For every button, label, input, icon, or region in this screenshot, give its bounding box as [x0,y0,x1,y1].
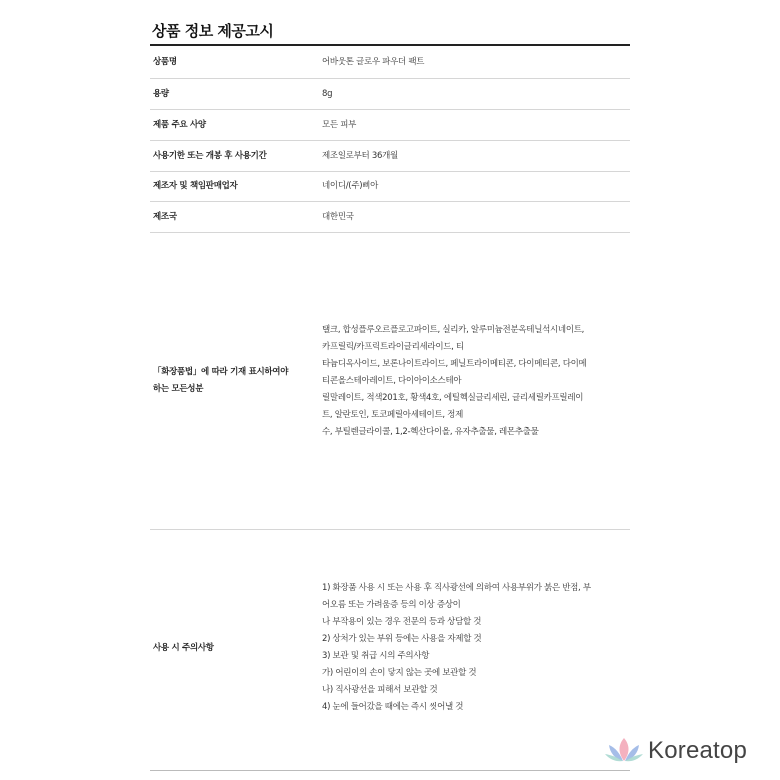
row-label: 제조자 및 책임판매업자 [153,181,238,191]
table-row [150,79,630,110]
ingredient-line: 릴말레이트, 적색201호, 황색4호, 에틸헥실글리세린, 글리세릴카프릴레이 [322,392,584,403]
row-value: 어바웃톤 글로우 파우더 팩트 [322,56,425,67]
row-value: 대한민국 [322,211,354,222]
caution-line: 어오름 또는 가려움증 등의 이상 증상이 [322,600,461,610]
table-row [150,233,630,530]
caution-line: 3) 보관 및 취급 시의 주의사항 [322,651,430,661]
label-line: 「화장품법」에 따라 기재 표시하여야 [153,367,289,377]
table-row [150,46,630,79]
ingredient-line: 티콘올스테아레이트, 다이아이소스테아 [322,375,462,386]
row-value: 네이디/(주)삐아 [322,181,379,191]
table-row [150,172,630,202]
ingredient-line: 카프릴릭/카프릭트라이글리세라이드, 티 [322,341,464,352]
bottom-divider [150,770,630,771]
row-label: 사용기한 또는 개봉 후 사용기간 [153,150,267,161]
caution-line: 나) 직사광선을 피해서 보관할 것 [322,685,438,695]
ingredient-line: 수, 부틸렌글라이콜, 1,2-헥산다이올, 유자추출물, 레몬추출물 [322,426,539,437]
lotus-icon [604,736,644,766]
ingredient-line: 탤크, 합성플루오르플로고파이트, 실리카, 알루미늄전분옥테닐석시네이트, [322,324,585,335]
ingredient-line: 트, 알란토인, 토코페릴아세테이트, 정제 [322,409,463,420]
caution-line: 나 부작용이 있는 경우 전문의 등과 상담할 것 [322,617,482,627]
row-label: 사용 시 주의사항 [153,642,214,653]
row-label: 제품 주요 사양 [153,119,206,130]
table-row [150,110,630,141]
logo-text: Koreatop [648,737,748,764]
caution-line: 2) 상처가 있는 부위 등에는 사용을 자제할 것 [322,634,482,644]
row-label [150,364,322,398]
caution-line: 4) 눈에 들어갔을 때에는 즉시 씻어낼 것 [322,702,464,712]
table-row [150,141,630,172]
row-value: 8g [322,88,333,99]
row-label: 상품명 [153,56,177,67]
row-label: 제조국 [153,211,177,222]
row-value: 제조일로부터 36개월 [322,150,398,161]
brand-logo [604,736,747,766]
product-info-table [150,46,630,766]
caution-line: 1) 화장품 사용 시 또는 사용 후 직사광선에 의하여 사용부위가 붉은 반점, 부 [322,583,591,593]
ingredients-list [322,322,630,441]
caution-line: 가) 어린이의 손이 닿지 않는 곳에 보관할 것 [322,668,477,678]
caution-list [322,580,630,716]
page-title: 상품 정보 제공고시 [152,22,274,40]
label-line: 하는 모든성분 [153,384,204,394]
table-row [150,530,630,766]
row-label: 용량 [153,88,169,99]
ingredient-line: 타늄디옥사이드, 보론나이트라이드, 페닐트라이메티콘, 다이메티콘, 다이메 [322,358,587,369]
row-value: 모든 피부 [322,119,357,130]
table-row [150,202,630,233]
